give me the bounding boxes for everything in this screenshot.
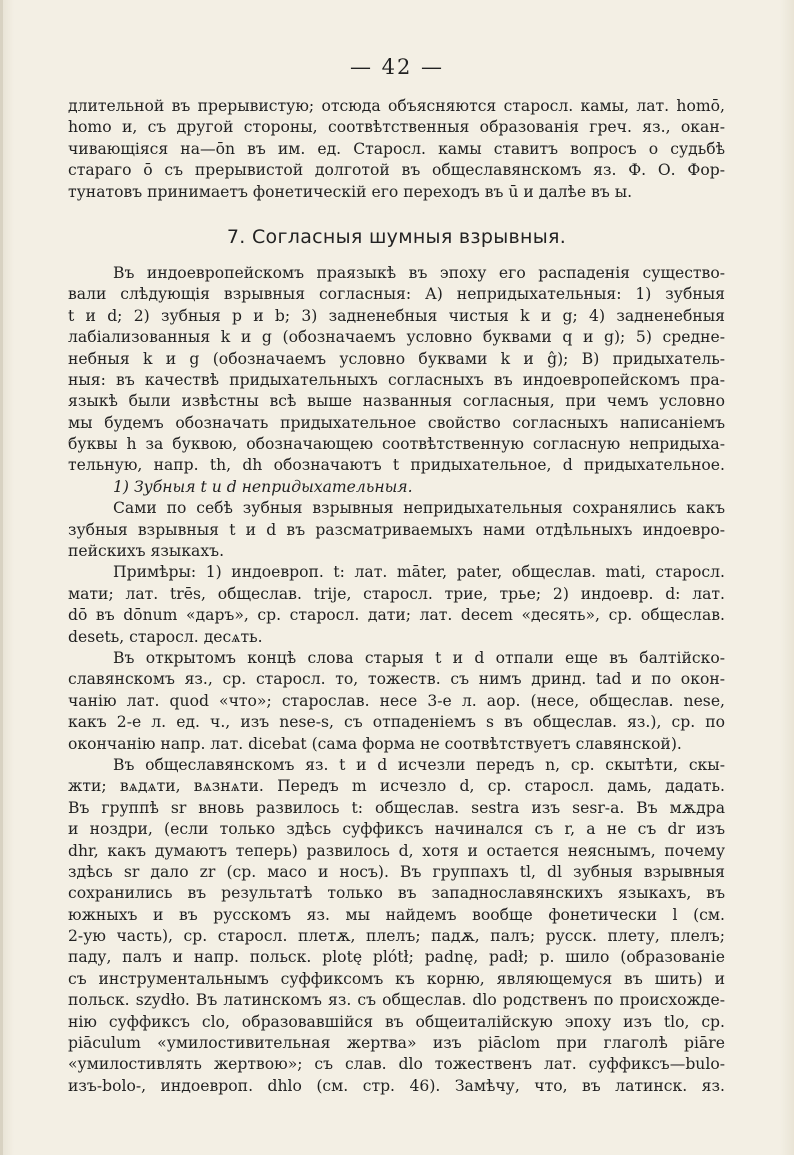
text-line: нію суффиксъ clo, образовавшійся въ общеиталійскую эпоху изъ tlo, ср. xyxy=(68,1012,725,1031)
subheading-dentals: 1) Зубныя t и d непридыхательныя. xyxy=(113,477,413,496)
text-line: мати; лат. trēs, общеслав. trije, старосл. трие, трье; 2) индоевр. d: лат. xyxy=(68,584,725,603)
text-line: славянскомъ яз., ср. старосл. то, тожеств. съ нимъ дринд. tad и по окон- xyxy=(68,670,725,689)
paragraph-2 xyxy=(68,498,725,562)
paragraph-5 xyxy=(68,755,725,1097)
text-line: жти; вѧдѧти, вѧзнѧти. Передъ m исчезло d, ср. старосл. дамь, дадать. xyxy=(68,777,725,796)
text-line: Сами по себѣ зубныя взрывныя непридыхательныя сохранялись какъ xyxy=(113,499,725,518)
text-line: окончанію напр. лат. dicebat (сама форма не соотвѣтствуетъ славянской). xyxy=(68,734,682,753)
text-line: буквы h за буквою, обозначающею соотвѣтственную согласную непридыха- xyxy=(68,435,725,454)
text-line: здѣсь sr дало zr (ср. масо и носъ). Въ группахъ tl, dl зубныя взрывныя xyxy=(68,862,725,881)
text-line: вали слѣдующія взрывныя согласныя: А) непридыхательныя: 1) зубныя xyxy=(68,285,725,304)
text-line: небныя k и g (обозначаемъ условно буквами k и ĝ); B) придыхатель- xyxy=(68,349,725,368)
text-line: языкѣ были извѣстны всѣ выше названныя согласныя, при чемъ условно xyxy=(68,392,725,411)
text-line: стараго ō съ прерывистой долготой въ общеславянскомъ яз. Ф. О. Фор- xyxy=(68,161,725,180)
text-line: piāculum «умилостивительная жертва» изъ piāclom при глаголѣ piāre xyxy=(68,1034,725,1053)
page-body xyxy=(68,96,725,1097)
text-line: длительной въ прерывистую; отсюда объясняются старосл. камы, лат. homō, xyxy=(68,97,725,115)
page-edge-shadow xyxy=(0,0,3,1155)
text-line: лабіализованныя k и g (обозначаемъ условно буквами q и g); 5) средне- xyxy=(68,328,725,347)
text-line: desetь, старосл. десѧть. xyxy=(68,627,263,646)
text-line: паду, палъ и напр. польск. plotę plótł; padnę, padł; р. шило (образованіе xyxy=(68,948,725,967)
section-heading: 7. Согласныя шумныя взрывныя. xyxy=(226,225,567,248)
text-line: тельную, напр. th, dh обозначаютъ t придыхательное, d придыхательное. xyxy=(68,456,725,475)
text-line: зубныя взрывныя t и d въ разсматриваемыхъ нами отдѣльныхъ индоевро- xyxy=(68,520,725,539)
text-line: homo и, съ другой стороны, соотвѣтственныя образованія греч. яз., окан- xyxy=(68,118,725,137)
text-line: южныхъ и въ русскомъ яз. мы найдемъ вообще фонетически l (см. xyxy=(68,905,725,924)
text-line: dō въ dōnum «даръ», ср. старосл. дати; лат. decem «десять», ср. общеслав. xyxy=(68,606,725,625)
text-line: «умилостивлять жертвою»; съ слав. dlo тожественъ лат. суффиксъ—bulo- xyxy=(68,1055,725,1074)
text-line: Въ открытомъ концѣ слова старыя t и d отпали еще въ балтійско- xyxy=(113,648,725,667)
text-line: какъ 2-е л. ед. ч., изъ nese-s, съ отпаденіемъ s въ общеслав. яз.), ср. по xyxy=(68,713,725,732)
text-line: Въ индоевропейскомъ праязыкѣ въ эпоху его распаденія существо- xyxy=(113,263,725,282)
text-line: съ инструментальнымъ суффиксомъ къ корню, являющемуся въ шить) и xyxy=(68,969,725,988)
text-line: 2-ую часть), ср. старосл. плетѫ, плелъ; падѫ, палъ; русск. плету, плелъ; xyxy=(68,927,725,946)
text-line: изъ-bolo-, индоевроп. dhlo (см. стр. 46). Замѣчу, что, въ латинск. яз. xyxy=(68,1076,725,1095)
text-line: тунатовъ принимаетъ фонетическій его переходъ въ ū и далѣе въ ы. xyxy=(68,182,633,201)
text-line: Примѣры: 1) индоевроп. t: лат. māter, pater, общеслав. mati, старосл. xyxy=(113,563,725,582)
text-line: чанію лат. quod «что»; старослав. несе 3-е л. аор. (несе, общеслав. nese, xyxy=(68,691,725,710)
text-line: чивающіяся на—ōn въ им. ед. Старосл. камы ставитъ вопросъ о судьбѣ xyxy=(68,139,725,158)
text-line: сохранились въ результатѣ только въ западнославянскихъ языкахъ, въ xyxy=(68,884,725,903)
text-line: польск. szydło. Въ латинскомъ яз. съ общеслав. dlo родственъ по происхожде- xyxy=(68,991,725,1010)
text-line: Въ группѣ sr вновь развилось t: общеслав. sestra изъ sesr-a. Въ мѫдра xyxy=(68,798,725,817)
text-line: Въ общеславянскомъ яз. t и d исчезли передъ n, ср. скытѣти, скы- xyxy=(113,755,725,774)
text-line: и ноздри, (если только здѣсь суффиксъ начинался съ r, а не съ dr изъ xyxy=(68,820,725,839)
text-line: мы будемъ обозначать придыхательное свойство согласныхъ написаніемъ xyxy=(68,413,725,432)
paragraph-top xyxy=(68,96,725,203)
text-line: ныя: въ качествѣ придыхательныхъ согласныхъ въ индоевропейскомъ пра- xyxy=(68,370,725,389)
paragraph-4 xyxy=(68,648,725,755)
paragraph-3 xyxy=(68,562,725,648)
page-number: — 42 — xyxy=(349,55,445,79)
paragraph-1 xyxy=(68,263,725,477)
text-line: dhr, какъ думаютъ теперь) развилось d, хотя и остается неяснымъ, почему xyxy=(68,841,725,860)
text-line: пейскихъ языкахъ. xyxy=(68,542,225,561)
text-line: t и d; 2) зубныя p и b; 3) задненебныя чистыя k и g; 4) задненебныя xyxy=(68,306,725,325)
